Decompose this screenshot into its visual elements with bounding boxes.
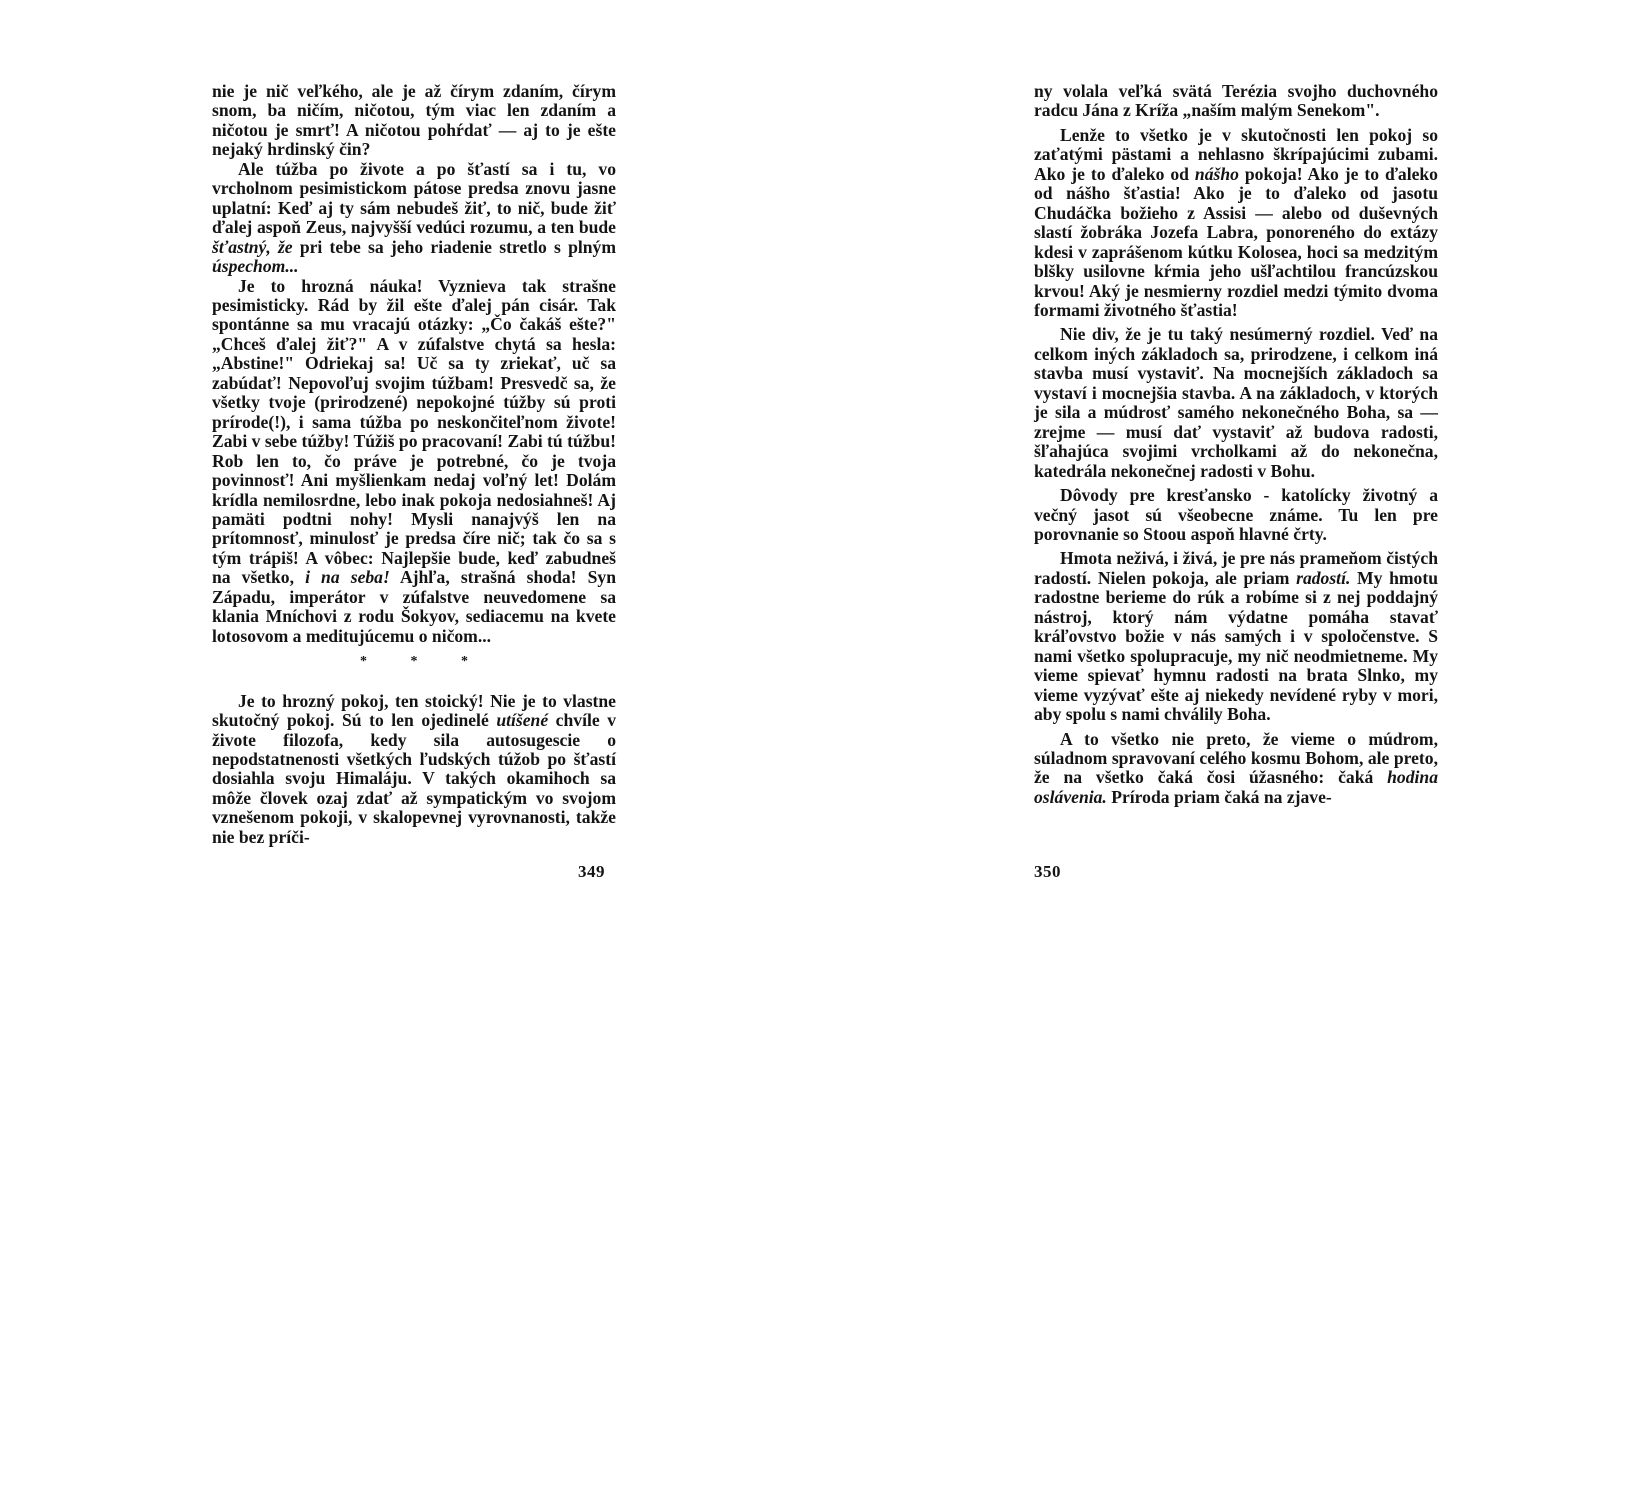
- text-run: My hmotu radostne berieme do rúk a robíme si z nej poddajný nástroj, ktorý nám výdatne pomáha stavať kráľovstvo božie v nás samých i v spoločenstve. S nami všetko spolupracuje, my nič neodmietneme. My vieme spievať hymnu radosti na brata Slnko, my vieme vyzývať ešte aj niekedy nevídené ryby v mori, aby spolu s nami chválily Boha.: [1034, 567, 1438, 725]
- right-page: [1034, 82, 1438, 807]
- paragraph: [1034, 549, 1438, 724]
- text-run: nie je nič veľkého, ale je až čírym zdaním, čírym snom, ba ničím, ničotou, tým viac len zdaním a ničotou je smrť! A ničotou pohŕdať — aj to je ešte nejaký hrdinský čin?: [212, 81, 616, 160]
- paragraph: [1034, 126, 1438, 321]
- page-number-left: 349: [578, 862, 605, 881]
- text-run: Lenže to všetko je v skutočnosti len pokoj so zaťatými pästami a nehlasno škrípajúcimi zubami. Ako je to ďaleko od: [1034, 124, 1438, 184]
- left-page-text: [212, 82, 616, 847]
- right-page-text: [1034, 82, 1438, 807]
- italic-text: hodina oslávenia.: [1034, 767, 1438, 807]
- left-page: [212, 82, 616, 847]
- italic-text: i na seba!: [305, 567, 390, 588]
- paragraph: [212, 160, 616, 277]
- text-run: Príroda priam čaká na zjave-: [1106, 786, 1332, 807]
- paragraph: [1034, 730, 1438, 808]
- text-run: ny volala veľká svätá Terézia svojho duchovného radcu Jána z Kríža „naším malým Senekom".: [1034, 81, 1438, 121]
- text-run: Ale túžba po živote a po šťastí sa i tu, vo vrcholnom pesimistickom pátose predsa znovu jasne uplatní: Keď aj ty sám nebudeš žiť, to nič, bude žiť ďalej aspoň Zeus, najvyšší vedúci rozumu, a ten bude: [212, 158, 616, 238]
- paragraph: [1034, 486, 1438, 544]
- paragraph: [212, 692, 616, 848]
- text-run: Nie div, že je tu taký nesúmerný rozdiel. Veď na celkom iných základoch sa, prirodzene, i celkom iná stavba musí vystaviť. Na mocnejších základoch sa vystaví i mocnejšia stavba. A na základoch, v ktorých je sila a múdrosť samého nekonečného Boha, sa — zrejme — musí dať vystaviť až budova radosti, šľahajúca svojimi vrcholkami až do nekonečna, katedrála nekonečnej radosti v Bohu.: [1034, 324, 1438, 481]
- section-separator: * * *: [360, 654, 488, 670]
- italic-text: úspechom...: [212, 256, 299, 277]
- text-run: Dôvody pre kresťansko - katolícky životný a večný jasot sú všeobecne známe. Tu len pre porovnanie so Stoou aspoň hlavné črty.: [1034, 485, 1438, 544]
- text-run: Je to hrozný pokoj, ten stoický! Nie je to vlastne skutočný pokoj. Sú to len ojedinelé: [212, 690, 616, 731]
- text-run: Hmota neživá, i živá, je pre nás prameňom čistých radostí. Nielen pokoja, ale priam: [1034, 548, 1438, 588]
- text-run: chvíle v živote filozofa, kedy sila autosugescie o nepodstatnenosti všetkých ľudských túžob po šťastí dosiahla svoju Himaláju. V takých okamihoch sa môže človek ozaj zdať až sympatickým vo svojom vznešenom pokoji, v skalopevnej vyrovnanosti, takže nie bez príči-: [212, 710, 616, 847]
- text-run: pri tebe sa jeho riadenie stretlo s plným: [292, 236, 616, 257]
- text-run: Ajhľa, strašná shoda! Syn Západu, imperátor v zúfalstve neuvedomene sa klania Mníchovi z rodu Šokyov, sediacemu na kvete lotosovom a meditujúcemu o ničom...: [212, 567, 616, 646]
- paragraph: [212, 277, 616, 647]
- italic-text: utíšené: [496, 710, 549, 731]
- paragraph: [1034, 82, 1438, 121]
- paragraph: [1034, 325, 1438, 481]
- text-run: Je to hrozná náuka! Vyznieva tak strašne pesimisticky. Rád by žil ešte ďalej pán cisár. Tak spontánne sa mu vracajú otázky: „Čo čakáš ešte?" „Chceš ďalej žiť?" A v zúfalstve chytá sa hesla: „Abstine!" Odriekaj sa! Uč sa ty zriekať, uč sa zabúdať! Nepovoľuj svojim túžbam! Presvedč sa, že všetky tvoje (prirodzené) nepokojné túžby sú proti prírode(!), i sama túžba po neskončiteľnom živote! Zabi v sebe túžby! Túžiš po pracovaní! Zabi tú túžbu! Rob len to, čo práve je potrebné, čo je tvoja povinnosť! Ani myšlienkam nedaj voľný let! Dolám krídla nemilosrdne, lebo inak pokoja nedosiahneš! Aj pamäti podtni nohy! Mysli nanajvýš len na prítomnosť, minulosť je predsa číre nič; tak čo sa s tým trápiš! A vôbec: Najlepšie bude, keď zabudneš na všetko,: [212, 275, 616, 588]
- text-run: pokoja! Ako je to ďaleko od nášho šťastia! Ako je to ďaleko od jasotu Chudáčka božieho z Assisi — alebo od duševných slastí žobráka Jozefa Labra, ponoreného do extázy kdesi v zaprášenom kútku Kolosea, hoci sa medzitým blšky usilovne kŕmia jeho ušľachtilou francúzskou krvou! Aký je nesmierny rozdiel medzi týmito dvoma formami životného šťastia!: [1034, 163, 1438, 320]
- italic-text: nášho: [1194, 163, 1239, 184]
- text-run: A to všetko nie preto, že vieme o múdrom, súladnom spravovaní celého kosmu Bohom, ale preto, že na všetko čaká čosi úžasného: čaká: [1034, 728, 1438, 788]
- italic-text: šťastný, že: [212, 236, 293, 257]
- page-number-right: 350: [1034, 862, 1061, 881]
- italic-text: radostí.: [1296, 567, 1351, 588]
- paragraph: [212, 82, 616, 160]
